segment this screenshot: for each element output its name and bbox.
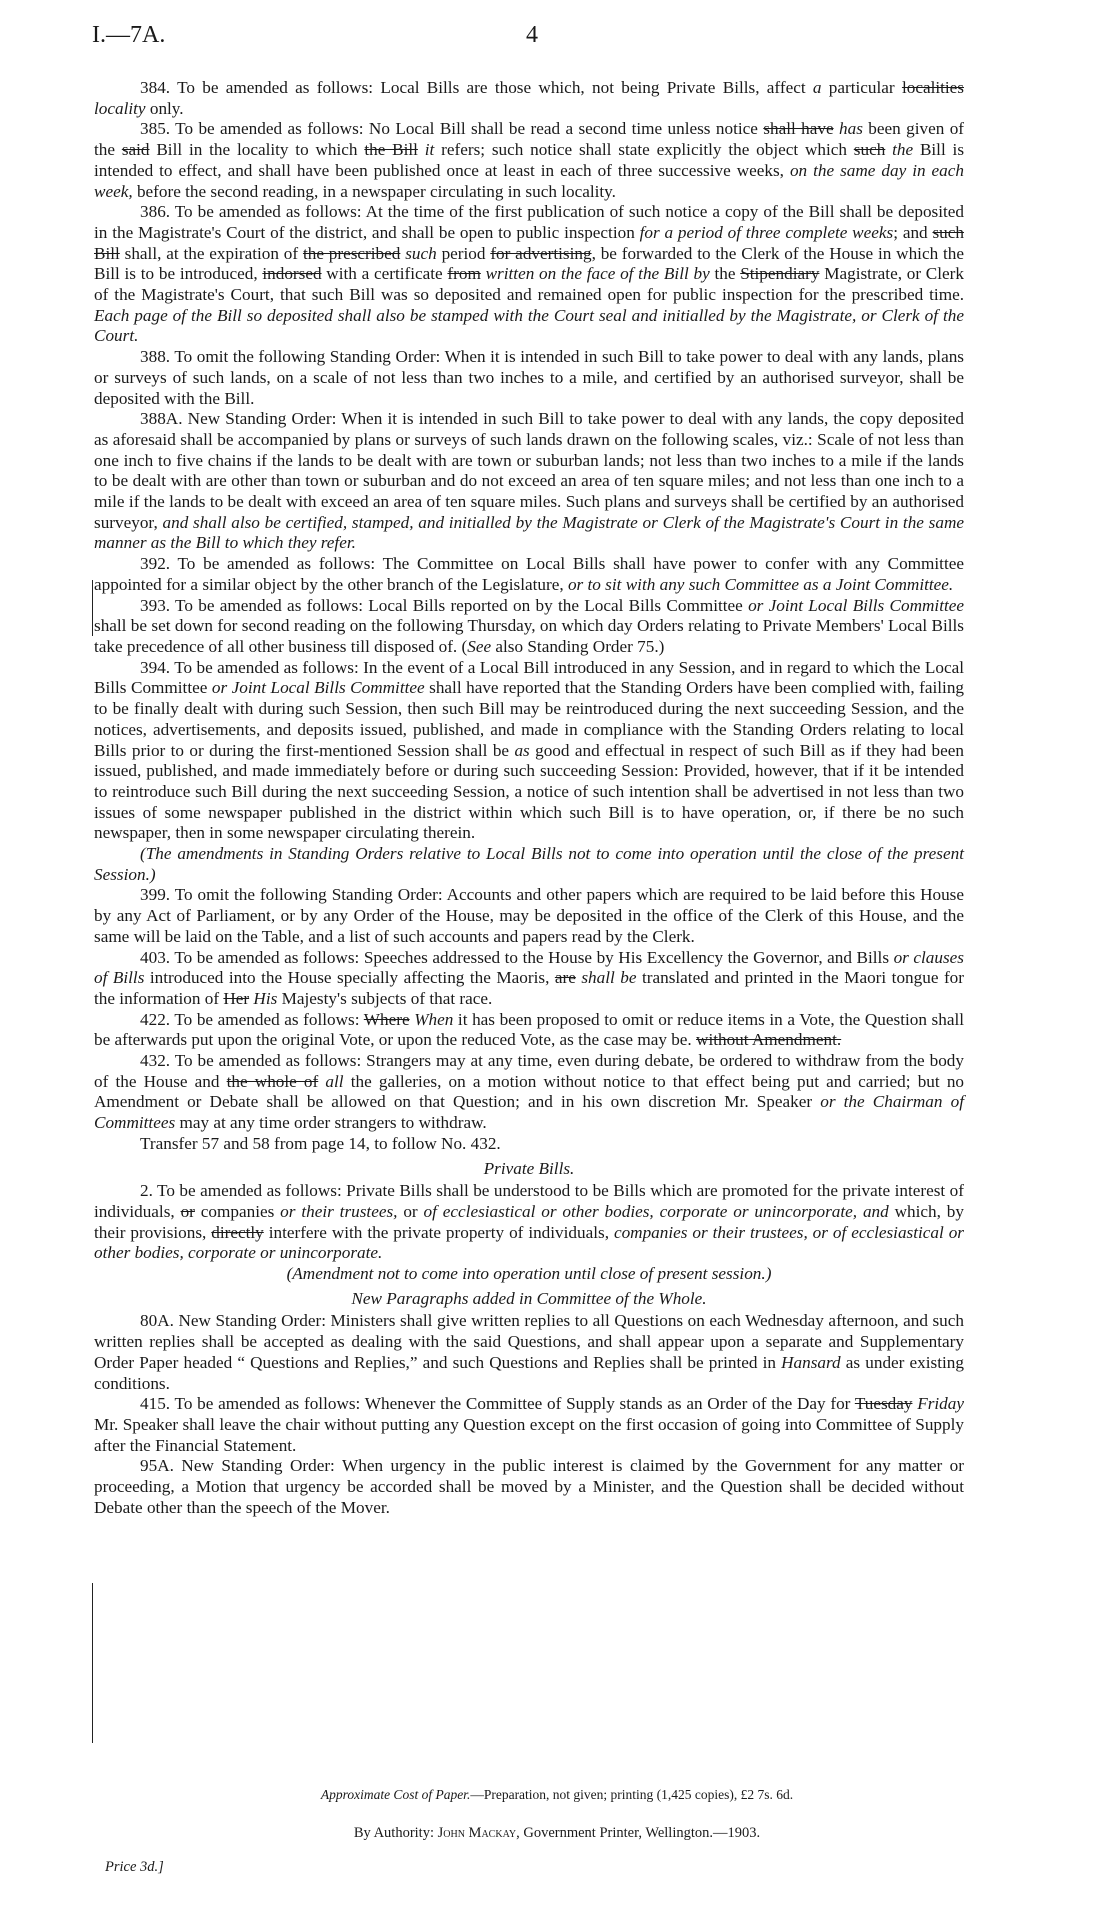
margin-bar-388a xyxy=(92,580,93,636)
paragraph-432 xyxy=(94,1051,964,1134)
text-run: may at any time order strangers to withdraw. xyxy=(175,1113,487,1133)
struck-text: Stipendiary xyxy=(740,264,820,284)
italic-text: (The amendments in Standing Orders relative to Local Bills not to come into operation until the close of the present Session.) xyxy=(94,844,964,884)
struck-text: without Amendment. xyxy=(696,1030,842,1050)
text-run: as under existing conditions. xyxy=(94,1352,964,1393)
paragraph-415 xyxy=(94,1394,964,1456)
cost-label: Approximate Cost of Paper. xyxy=(320,1787,471,1802)
italic-text: or Joint Local Bills Committee xyxy=(748,595,964,615)
italic-text: locality xyxy=(94,98,146,118)
struck-text: directly xyxy=(211,1222,264,1242)
text-run: 403. To be amended as follows: Speeches addressed to the House by His Excellency the Governor, and Bills xyxy=(140,947,894,967)
paragraph-388a xyxy=(94,409,964,554)
text-run: the xyxy=(709,264,741,284)
text-run: 393. To be amended as follows: Local Bills reported on by the Local Bills Committee xyxy=(140,595,749,615)
italic-text: or Joint Local Bills Committee xyxy=(211,678,425,698)
text-run: Mr. Speaker shall leave the chair without putting any Question except on the first occasion of going into Committee of Supply after the Financial Statement. xyxy=(94,1415,964,1455)
text-run: 385. To be amended as follows: No Local Bill shall be read a second time unless notice xyxy=(140,119,764,139)
italic-text: for a period of three complete weeks xyxy=(639,222,894,242)
italic-text: it xyxy=(424,140,435,160)
text-run: shall be set down for second reading on the following Thursday, on which day Orders relating to Private Members' Local Bills take precedence of all other business till disposed of. ( xyxy=(94,616,964,656)
struck-text: indorsed xyxy=(262,264,322,284)
paragraph-388 xyxy=(94,347,964,409)
italic-text: See xyxy=(467,636,492,656)
struck-text: such xyxy=(853,140,886,160)
text-run: also Standing Order 75.) xyxy=(491,636,665,656)
note-local-bills xyxy=(94,844,964,885)
text-run: ; and xyxy=(893,222,933,242)
text-run: A xyxy=(157,1311,170,1331)
struck-text: or xyxy=(180,1201,195,1221)
italic-text: Hansard xyxy=(781,1352,841,1372)
struck-text: Where xyxy=(363,1009,410,1029)
paper-reference: I.—7A. xyxy=(92,22,166,48)
text-run: 2. To be amended as follows: Private Bills shall be understood to be Bills which are promoted for the private interest of individuals, xyxy=(94,1181,964,1221)
struck-text: from xyxy=(447,264,481,284)
text-run: shall have reported that the Standing Orders have been complied with, failing to be finally dealt with during such Session, then such Bill may be reintroduced during the next succeeding Session, and the notices, advertisements, and deposits issued, published, and made in compliance with the Standing Orders relating to local Bills prior to or during the first-mentioned Session shall be xyxy=(94,678,965,760)
price: Price 3d.] xyxy=(105,1859,164,1875)
italic-text: or clauses of Bills xyxy=(94,947,964,988)
italic-text: When xyxy=(414,1009,454,1029)
text-run: with a certificate xyxy=(321,264,448,284)
paragraph-95a xyxy=(94,1456,964,1518)
paragraph-393 xyxy=(94,596,964,658)
text-run: Magistrate, or Clerk of the Magistrate's Court, that such Bill was so deposited and remained open for public inspection for the prescribed time. xyxy=(94,264,964,305)
text-run: Bill in the locality to which xyxy=(149,140,365,160)
paragraph-385 xyxy=(94,119,964,202)
text-run: particular xyxy=(821,78,902,97)
struck-text: for advertising xyxy=(490,243,592,263)
document-body xyxy=(94,78,964,1519)
note-amendment xyxy=(94,1264,964,1285)
paragraph-80a xyxy=(94,1311,964,1394)
text-run: 386. To be amended as follows: At the time of the first publication of such notice a copy of the Bill shall be deposited in the Magistrate's Court of the district, and shall be open to public inspection xyxy=(94,202,964,242)
text-run: translated and printed in the Maori tongue for the information of xyxy=(94,968,964,1008)
text-run: introduced into the House specially affecting the Maoris, xyxy=(144,968,555,988)
italic-text: His xyxy=(253,988,278,1008)
text-run: A xyxy=(157,1456,170,1476)
text-run: it has been proposed to omit or reduce items in a Vote, the Question shall be afterwards put upon the original Vote, or upon the reduced Vote, as the case may be. xyxy=(94,1009,965,1050)
cost-line xyxy=(0,1787,1114,1803)
text-run: . New Standing Order: When urgency in the public interest is claimed by the Government for any matter or proceeding, a Motion that urgency be accorded shall be moved by a Minister, and the Question shall be decided without Debate other than the speech of the Mover. xyxy=(94,1456,964,1517)
italic-text: the xyxy=(892,140,914,160)
text-run: only. xyxy=(145,98,184,118)
struck-text: the prescribed xyxy=(302,243,401,263)
struck-text: shall have xyxy=(763,119,834,139)
italic-text: or the Chairman of Committees xyxy=(94,1092,964,1133)
italic-text: companies or their trustees, or of ecclesiastical or other bodies, corporate or unincorporate. xyxy=(94,1222,964,1263)
italic-text: has xyxy=(839,119,863,139)
italic-text: as xyxy=(514,740,530,760)
italic-text: a xyxy=(812,78,822,97)
text-run: . New Standing Order: When it is intended in such Bill to take power to deal with any lands, the copy deposited as aforesaid shall be accompanied by plans or surveys of such lands drawn on the following scales, viz.: Scale of not less than one inch to five chains if the lands to be dealt with are town or suburban lands; not less than two inches to a mile if the lands to be dealt with are other than town or suburban and do not exceed an area of ten square miles; and not less than one inch to a mile if the lands to be dealt with exceed an area of ten square miles. Such plans and surveys shall be certified by an authorised surveyor, xyxy=(94,409,964,532)
italic-text: all xyxy=(325,1071,344,1091)
paragraph-403 xyxy=(94,948,964,1010)
text-run: A xyxy=(165,409,179,429)
struck-text: are xyxy=(554,968,576,988)
text-run: 384. To be amended as follows: Local Bills are those which, not being Private Bills, affect xyxy=(140,78,813,97)
text-run: Majesty's subjects of that race. xyxy=(277,988,493,1008)
authority-suffix: , Government Printer, Wellington.—1903. xyxy=(516,1825,761,1841)
text-run: 95 xyxy=(140,1456,158,1476)
text-run: 399. To omit the following Standing Order: Accounts and other papers which are required to be laid before this House by any Act of Parliament, or by any Order of the House, may be deposited in the office of the Clerk of this House, and the same will be laid on the Table, and a list of such accounts and papers read by the Clerk. xyxy=(94,885,964,946)
margin-bar-new-paragraphs xyxy=(92,1583,93,1743)
struck-text: the whole of xyxy=(226,1071,319,1091)
paragraph-384 xyxy=(94,78,964,119)
text-run xyxy=(418,140,425,159)
italic-text: of ecclesiastical or other bodies, corporate or unincorporate, and xyxy=(423,1201,889,1221)
italic-text: (Amendment not to come into operation until close of present session.) xyxy=(286,1264,772,1284)
text-run: 392. To be amended as follows: The Committee on Local Bills shall have power to confer with any Committee appointed for a similar object by the other branch of the Legislature, xyxy=(94,554,964,594)
italic-text: Friday xyxy=(917,1394,964,1414)
italic-text: written on the face of the Bill by xyxy=(485,264,710,284)
struck-text: the Bill xyxy=(364,140,418,160)
paragraph-422 xyxy=(94,1010,964,1051)
struck-text: localities xyxy=(901,78,964,97)
italic-text: and shall also be certified, stamped, and initialled by the Magistrate or Clerk of the Magistrate's Court in the same manner as the Bill to which they refer. xyxy=(94,512,964,553)
struck-text: Tuesday xyxy=(854,1394,913,1414)
printer-name: John Mackay xyxy=(437,1825,517,1841)
text-run: 415. To be amended as follows: Whenever the Committee of Supply stands as an Order of the Day for xyxy=(140,1394,855,1414)
transfer-note xyxy=(94,1134,964,1155)
page-number: 4 xyxy=(526,22,538,48)
paragraph-392 xyxy=(94,554,964,595)
paragraph-399 xyxy=(94,885,964,947)
italic-text: on the same day in each week, xyxy=(94,160,964,201)
text-run: 394. To be amended as follows: In the event of a Local Bill introduced in any Session, and in regard to which the Local Bills Committee xyxy=(94,657,964,698)
italic-text: shall be xyxy=(581,968,637,988)
text-run: refers; such notice shall state explicitly the object which xyxy=(434,140,854,160)
paragraph-2 xyxy=(94,1181,964,1264)
text-run: , be forwarded to the Clerk of the House in which the Bill is to be introduced, xyxy=(94,243,965,284)
text-run: which, by their provisions, xyxy=(94,1201,964,1242)
paragraph-394 xyxy=(94,658,964,844)
text-run: interfere with the private property of individuals, xyxy=(263,1222,614,1242)
text-run: 80 xyxy=(140,1311,158,1331)
text-run: New Paragraphs added in Committee of the Whole. xyxy=(351,1288,707,1308)
authority-line xyxy=(0,1825,1114,1842)
paragraph-386 xyxy=(94,202,964,347)
text-run: 432. To be amended as follows: Strangers may at any time, even during debate, be ordered to withdraw from the body of the House and xyxy=(94,1051,964,1091)
italic-text: such xyxy=(405,243,437,263)
cost-text: —Preparation, not given; printing (1,425 copies), £2 7s. 6d. xyxy=(470,1787,794,1802)
text-run: 422. To be amended as follows: xyxy=(140,1009,364,1029)
text-run: before the second reading, in a newspaper circulating in such locality. xyxy=(132,181,616,201)
struck-text: such Bill xyxy=(94,222,964,263)
struck-text: Her xyxy=(223,988,250,1008)
text-run: shall, at the expiration of xyxy=(119,243,303,263)
authority-prefix: By Authority: xyxy=(353,1825,438,1841)
text-run: . New Standing Order: Ministers shall give written replies to all Questions on each Wednesday afternoon, and such written replies shall be accepted as dealing with the said Questions, and shall appear upon a separate and Supplementary Order Paper headed “ Questions and Replies,” and such Questions and Replies shall be printed in xyxy=(94,1311,964,1372)
text-run: been given of the xyxy=(94,119,965,160)
text-run: 388. To omit the following Standing Order: When it is intended in such Bill to take power to deal with any lands, plans or surveys of such lands, on a scale of not less than two inches to a mile, and certified by an authorised surveyor, shall be deposited with the Bill. xyxy=(94,347,964,408)
struck-text: said xyxy=(121,140,150,160)
text-run: Transfer 57 and 58 from page 14, to follow No. 432. xyxy=(140,1133,501,1153)
heading-new-paragraphs xyxy=(94,1289,964,1310)
text-run: companies xyxy=(194,1201,281,1221)
text-run: Bill is intended to effect, and shall have been published once at least in each of three successive weeks, xyxy=(94,140,965,180)
italic-text: or their trustees, xyxy=(280,1201,398,1221)
heading-private-bills xyxy=(94,1159,964,1180)
text-run: Private Bills. xyxy=(483,1158,575,1178)
text-run: the galleries, on a motion without notice to that effect being put and carried; but no Amendment or Debate shall be allowed on that Question; and in his own discretion Mr. Speaker xyxy=(94,1071,965,1112)
text-run: period xyxy=(436,243,491,263)
italic-text: Each page of the Bill so deposited shall also be stamped with the Court seal and initialled by the Magistrate, or Clerk of the Court. xyxy=(94,305,964,346)
text-run: good and effectual in respect of such Bill as if they had been issued, published, and made immediately before or during such succeeding Session: Provided, however, that if it be intended to reintroduce such Bill during the next succeeding Session, a notice of such intention shall be advertised in not less than two issues of some newspaper published in the district within which such Bill is to have operation, or, if there be no such newspaper, then in some newspaper circulating therein. xyxy=(94,740,964,843)
italic-text: or to sit with any such Committee as a Joint Committee. xyxy=(567,574,954,594)
text-run: or xyxy=(397,1201,424,1221)
text-run: 388 xyxy=(140,409,166,429)
